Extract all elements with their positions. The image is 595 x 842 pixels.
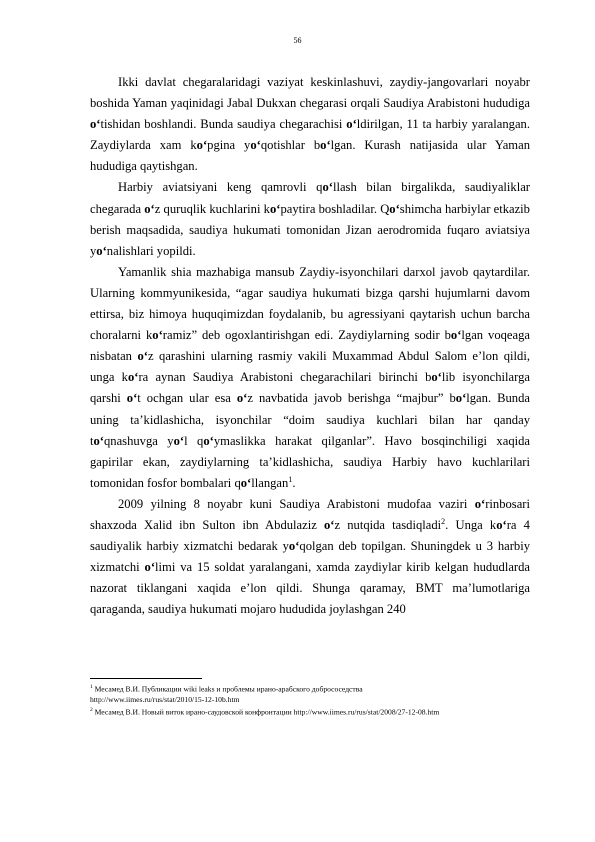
footnote-mark: 2 bbox=[90, 707, 93, 714]
footnotes bbox=[90, 682, 560, 718]
footnote-2: $^2$ Месамед В.И. Новый виток ирано-саудовской конфронтации http://www.iimes.ru/rus/stat/2008/27-12-08.htm bbox=[90, 707, 440, 717]
body-text bbox=[90, 72, 530, 620]
footnote-reference: 2 bbox=[441, 516, 446, 526]
paragraph-4: 2009 yilning 8 noyabr kuni Saudiya Arabistoni mudofaa vaziri o‘rinbosari shaxzoda Xalid ibn Sulton ibn Abdulaziz o‘z nutqida tasdiqladi$^2$. Unga ko‘ra 4 saudiyalik harbiy xizmatchi bedarak yo‘qolgan deb topilgan. Shuningdek u 3 harbiy xizmatchi o‘limi va 15 soldat yaralangani, xamda zaydiylar kirib kelgan hududlarda nazorat tiklangani xaqida e’lon qildi. Shunga qaramay, BMT ma’lumotlariga qaraganda, saudiya hukumati mojaro hududida joylashgan 240 bbox=[90, 496, 530, 617]
paragraph-2: Harbiy aviatsiyani keng qamrovli qo‘llash bilan birgalikda, saudiyaliklar chegarada o‘z quruqlik kuchlarini ko‘paytira boshladilar. Qo‘shimcha harbiylar etkazib berish maqsadida, saudiya hukumati tomonidan Jizan aerodromida fuqaro aviatsiya yo‘nalishlari yopildi. bbox=[90, 180, 530, 258]
paragraph-1: Ikki davlat chegaralaridagi vaziyat keskinlashuvi, zaydiy-jangovarlari noyabr boshida Yaman yaqinidagi Jabal Dukxan chegarasi orqali Saudiya Arabistoni hududiga o‘tishidan boshlandi. Bunda saudiya chegarachisi o‘ldirilgan, 11 ta harbiy yaralangan. Zaydiylarda xam ko‘pgina yo‘qotishlar bo‘lgan. Kurash natijasida ular Yaman hududiga qaytishgan. bbox=[90, 75, 530, 174]
footnote-mark: 1 bbox=[90, 684, 93, 690]
footnote-1-url: http://www.iimes.ru/rus/stat/2010/15-12-10b.htm bbox=[90, 694, 240, 704]
page-number: 56 bbox=[293, 36, 302, 45]
footnote-reference: 1 bbox=[288, 474, 293, 484]
footnote-divider bbox=[90, 678, 202, 679]
paragraph-3: Yamanlik shia mazhabiga mansub Zaydiy-isyonchilari darxol javob qaytardilar. Ularning kommyunikesida, “agar saudiya hukumati bizga qarshi hujumlarni davom ettirsa, biz himoya huquqimizdan foydalanib, bu agressiyani qaytarish uchun barcha choralarni ko‘ramiz” deb ogoxlantirishgan edi. Zaydiylarning sodir bo‘lgan voqeaga nisbatan o‘z qarashini ularning rasmiy vakili Muxammad Abdul Salom e’lon qildi, unga ko‘ra aynan Saudiya Arabistoni chegarachilari birinchi bo‘lib isyonchilarga qarshi o‘t ochgan ular esa o‘z navbatida javob berishga “majbur” bo‘lgan. Bunda uning ta’kidlashicha, isyonchilar “doim saudiya kuchlari bilan har qanday to‘qnashuvga yo‘l qo‘ymaslikka harakat qilganlar”. Havo bosqinchiligi xaqida gapirilar ekan, zaydiylarning ta’kidlashicha, saudiya Harbiy havo kuchlarilari tomonidan fosfor bombalari qo‘llangan$^1$. bbox=[90, 264, 530, 490]
footnote-1: $^1$ Месамед В.И. Публикации wiki leaks и проблемы ирано-арабского добрососедства bbox=[90, 684, 363, 694]
